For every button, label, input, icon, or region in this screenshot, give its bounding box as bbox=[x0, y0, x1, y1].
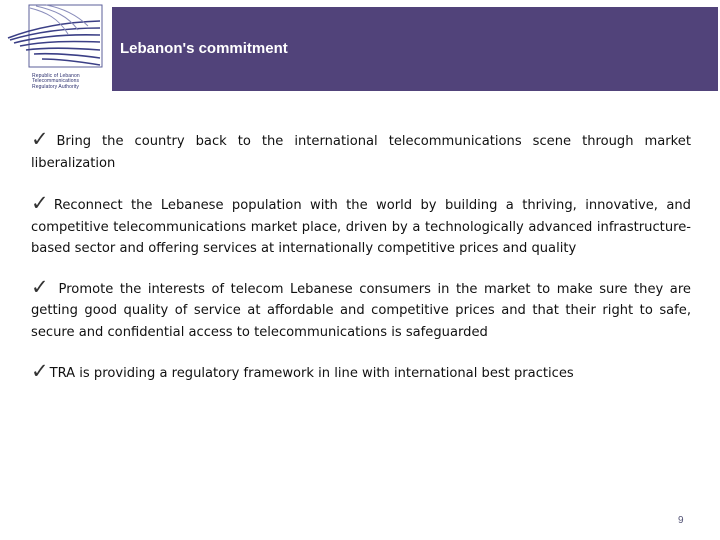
tra-logo bbox=[6, 4, 104, 92]
bullet-item bbox=[31, 127, 691, 174]
slide-title: Lebanon's commitment bbox=[120, 40, 288, 57]
bullet-text: Bring the country back to the international telecommunications scene through market liberalization bbox=[31, 134, 691, 171]
check-mark-icon: ✓ bbox=[31, 191, 53, 215]
page-number: 9 bbox=[678, 515, 684, 526]
header-bar bbox=[112, 7, 718, 91]
logo-caption bbox=[32, 74, 112, 90]
check-mark-icon: ✓ bbox=[31, 274, 51, 299]
bullet-text: TRA is providing a regulatory framework in line with international best practices bbox=[49, 366, 574, 381]
logo-line: Regulatory Authority bbox=[32, 83, 80, 90]
bullet-text: Reconnect the Lebanese population with the world by building a thriving, innovative, and competitive telecommunications market place, driven by a technologically advanced infrastructure-based sector and offering services at internationally competitive prices and quality bbox=[31, 198, 691, 256]
bullet-item bbox=[31, 191, 691, 260]
check-mark-icon: ✓ bbox=[31, 127, 56, 151]
tra-logo-graphic bbox=[6, 4, 104, 74]
bullet-text: Promote the interests of telecom Lebanese consumers in the market to make sure they are getting good quality of service at affordable and competitive prices and that their right to safe, secure and confidential access to telecommunications is safeguarded bbox=[31, 281, 691, 340]
bullet-item bbox=[31, 274, 691, 344]
logo-line: Republic of Lebanon bbox=[32, 73, 80, 79]
bullet-list bbox=[31, 127, 691, 385]
logo-line: Telecommunications bbox=[32, 78, 80, 85]
bullet-item bbox=[31, 359, 691, 385]
check-mark-icon: ✓ bbox=[31, 359, 49, 383]
